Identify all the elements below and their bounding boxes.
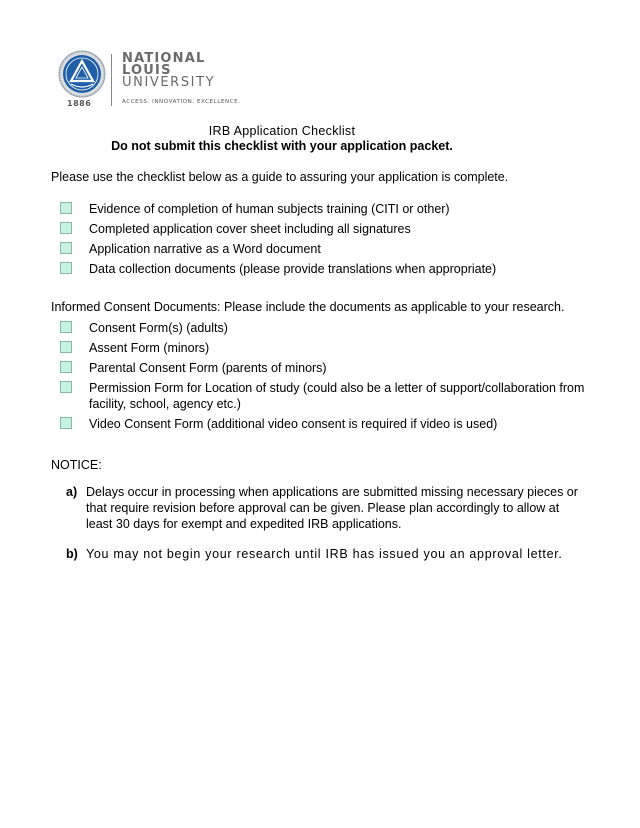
notice-marker: b) (66, 547, 78, 561)
checklist-item (60, 380, 600, 412)
checkbox[interactable] (60, 341, 72, 353)
checklist-item (60, 241, 600, 257)
required-checklist (60, 201, 600, 281)
wordmark-line-1: NATIONAL (122, 51, 206, 66)
checklist-item-label: Data collection documents (please provide translations when appropriate) (89, 262, 497, 276)
notice-item (66, 484, 586, 532)
notice-text: Delays occur in processing when applications are submitted missing necessary pieces or that require revision before approval can be given. Please plan accordingly to allow at least 30 days for exempt and expedited IRB applications. (86, 485, 578, 531)
checkbox[interactable] (60, 242, 72, 254)
checklist-item-label: Assent Form (minors) (89, 341, 210, 355)
checklist-item-label: Evidence of completion of human subjects training (CITI or other) (89, 202, 450, 216)
notice-list (66, 484, 586, 572)
checkbox[interactable] (60, 321, 72, 333)
notice-item (66, 546, 586, 562)
logo-divider (111, 54, 112, 106)
checklist-item-label: Application narrative as a Word document (89, 242, 321, 256)
wordmark-line-2: LOUIS (122, 63, 172, 78)
checkbox[interactable] (60, 381, 72, 393)
checkbox[interactable] (60, 361, 72, 373)
consent-checklist (60, 320, 600, 436)
checkbox[interactable] (60, 417, 72, 429)
document-title: IRB Application Checklist (208, 124, 356, 138)
document-subtitle: Do not submit this checklist with your application packet. (111, 139, 453, 153)
seal-year: 1886 (67, 99, 92, 108)
notice-marker: a) (66, 485, 78, 499)
university-wordmark (122, 53, 215, 89)
checklist-item-label: Completed application cover sheet including all signatures (89, 222, 411, 236)
notice-heading: NOTICE: (51, 458, 102, 472)
checklist-item-label: Consent Form(s) (adults) (89, 321, 228, 335)
checklist-item (60, 340, 600, 356)
university-logo (58, 50, 258, 110)
checklist-item (60, 416, 600, 432)
checklist-item-label: Permission Form for Location of study (could also be a letter of support/collaboration from facility, school, agency etc.) (89, 381, 585, 411)
checklist-item (60, 360, 600, 376)
checklist-item (60, 201, 600, 217)
checklist-item-label: Parental Consent Form (parents of minors) (89, 361, 327, 375)
checkbox[interactable] (60, 262, 72, 274)
checklist-item-label: Video Consent Form (additional video consent is required if video is used) (89, 417, 498, 431)
consent-heading: Informed Consent Documents: Please include the documents as applicable to your research. (51, 300, 565, 314)
checklist-item (60, 261, 600, 277)
checklist-item (60, 221, 600, 237)
intro-text: Please use the checklist below as a guide to assuring your application is complete. (51, 170, 509, 184)
checkbox[interactable] (60, 202, 72, 214)
wordmark-line-3: UNIVERSITY (122, 75, 216, 90)
notice-text: You may not begin your research until IRB has issued you an approval letter. (86, 547, 563, 561)
checklist-item (60, 320, 600, 336)
university-tagline: ACCESS. INNOVATION. EXCELLENCE. (122, 99, 241, 105)
university-seal-icon (58, 50, 106, 98)
checkbox[interactable] (60, 222, 72, 234)
